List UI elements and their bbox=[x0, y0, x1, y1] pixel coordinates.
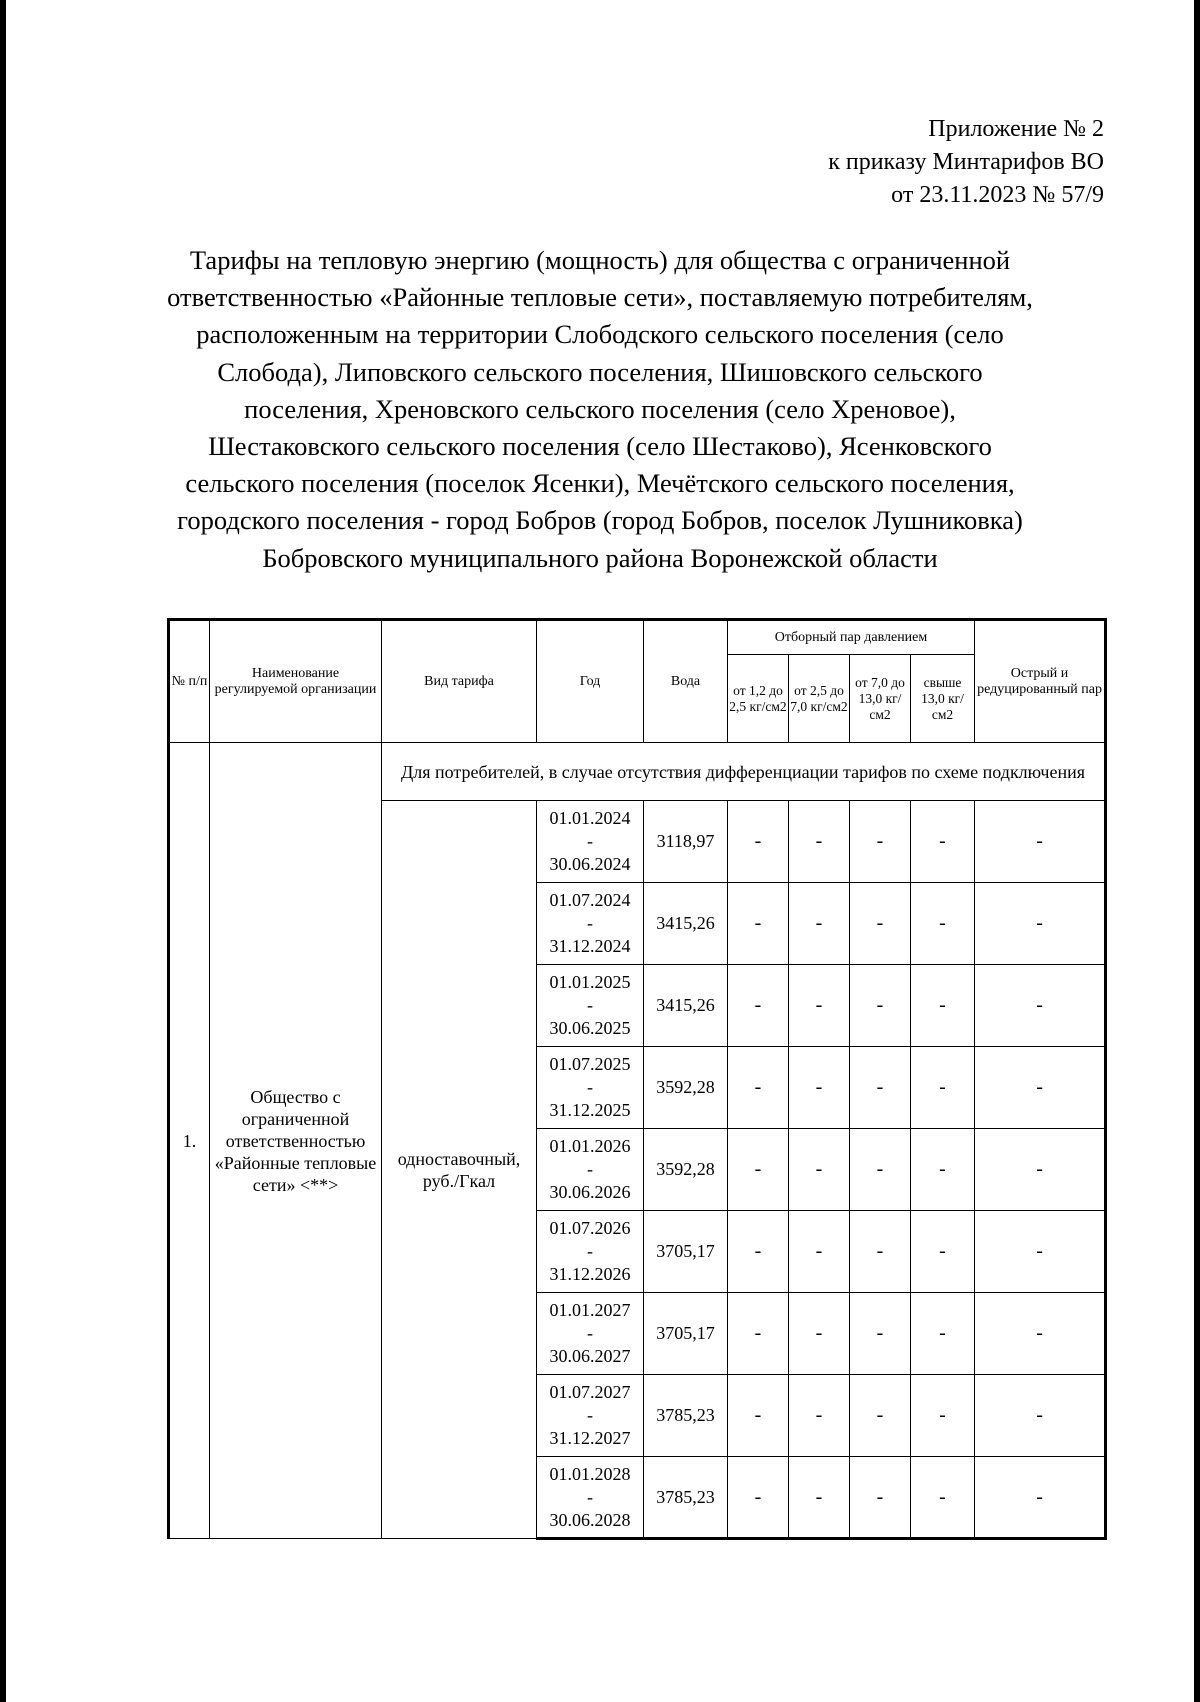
steam-tariff-p3: - bbox=[850, 1211, 911, 1293]
period-separator: - bbox=[587, 913, 593, 933]
water-tariff: 3592,28 bbox=[644, 1129, 728, 1211]
period-cell bbox=[537, 1293, 644, 1375]
title-line: Бобровского муниципального района Воронежской области bbox=[262, 542, 938, 573]
appendix-line-3: от 23.11.2023 № 57/9 bbox=[891, 182, 1104, 208]
header-pressure-3: от 7,0 до 13,0 кг/см2 bbox=[850, 655, 911, 743]
water-tariff: 3705,17 bbox=[644, 1211, 728, 1293]
water-tariff: 3785,23 bbox=[644, 1457, 728, 1539]
title-line: Слобода), Липовского сельского поселения, Шишовского сельского bbox=[217, 356, 983, 387]
water-tariff: 3415,26 bbox=[644, 965, 728, 1047]
organization-name: Общество с ограниченной ответственностью «Районные тепловые сети» <**> bbox=[210, 743, 382, 1539]
period-separator: - bbox=[587, 1241, 593, 1261]
period-to: 31.12.2026 bbox=[549, 1264, 631, 1284]
steam-tariff-p4: - bbox=[911, 1457, 975, 1539]
steam-tariff-p2: - bbox=[789, 801, 850, 883]
steam-tariff-p3: - bbox=[850, 883, 911, 965]
steam-tariff-p1: - bbox=[728, 1129, 789, 1211]
sharp-steam-tariff: - bbox=[975, 965, 1106, 1047]
row-number: 1. bbox=[169, 743, 210, 1539]
sharp-steam-tariff: - bbox=[975, 1457, 1106, 1539]
tariff-table bbox=[167, 618, 1107, 1540]
period-to: 30.06.2026 bbox=[549, 1182, 631, 1202]
steam-tariff-p1: - bbox=[728, 1293, 789, 1375]
period-cell bbox=[537, 1457, 644, 1539]
steam-tariff-p1: - bbox=[728, 1457, 789, 1539]
period-to: 31.12.2024 bbox=[549, 936, 631, 956]
tariff-type: одноставочный, руб./Гкал bbox=[382, 801, 537, 1539]
appendix-line-1: Приложение № 2 bbox=[928, 116, 1104, 142]
water-tariff: 3415,26 bbox=[644, 883, 728, 965]
steam-tariff-p3: - bbox=[850, 1457, 911, 1539]
period-cell bbox=[537, 1129, 644, 1211]
steam-tariff-p4: - bbox=[911, 1293, 975, 1375]
steam-tariff-p1: - bbox=[728, 1211, 789, 1293]
steam-tariff-p4: - bbox=[911, 1047, 975, 1129]
period-cell bbox=[537, 883, 644, 965]
period-cell bbox=[537, 1211, 644, 1293]
period-from: 01.07.2025 bbox=[549, 1054, 631, 1074]
header-sharp-steam: Острый и редуцированный пар bbox=[975, 620, 1106, 743]
steam-tariff-p4: - bbox=[911, 883, 975, 965]
period-cell bbox=[537, 965, 644, 1047]
period-from: 01.01.2028 bbox=[549, 1463, 631, 1484]
water-tariff: 3705,17 bbox=[644, 1293, 728, 1375]
period-to: 30.06.2025 bbox=[549, 1018, 631, 1038]
header-organization: Наименование регулируемой организации bbox=[210, 620, 382, 743]
water-tariff: 3118,97 bbox=[644, 801, 728, 883]
appendix-line-2: к приказу Минтарифов ВО bbox=[828, 149, 1104, 175]
header-num: № п/п bbox=[169, 620, 210, 743]
period-to: 31.12.2027 bbox=[549, 1428, 631, 1448]
steam-tariff-p2: - bbox=[789, 883, 850, 965]
steam-tariff-p2: - bbox=[789, 1293, 850, 1375]
steam-tariff-p4: - bbox=[911, 1211, 975, 1293]
title-line: расположенным на территории Слободского сельского поселения (село bbox=[196, 319, 1004, 350]
title-line: городского поселения - город Бобров (город Бобров, поселок Лушниковка) bbox=[177, 505, 1023, 536]
steam-tariff-p3: - bbox=[850, 965, 911, 1047]
period-from: 01.07.2024 bbox=[549, 890, 631, 910]
period-from: 01.01.2027 bbox=[549, 1300, 631, 1320]
period-separator: - bbox=[587, 1486, 593, 1507]
sharp-steam-tariff: - bbox=[975, 1047, 1106, 1129]
steam-tariff-p3: - bbox=[850, 1375, 911, 1457]
steam-tariff-p3: - bbox=[850, 1047, 911, 1129]
steam-tariff-p1: - bbox=[728, 801, 789, 883]
period-from: 01.07.2026 bbox=[549, 1218, 631, 1238]
sharp-steam-tariff: - bbox=[975, 1375, 1106, 1457]
steam-tariff-p1: - bbox=[728, 965, 789, 1047]
sharp-steam-tariff: - bbox=[975, 1211, 1106, 1293]
steam-tariff-p1: - bbox=[728, 1047, 789, 1129]
header-tariff-type: Вид тарифа bbox=[382, 620, 537, 743]
header-steam-group: Отборный пар давлением bbox=[728, 620, 975, 655]
header-pressure-4: свыше 13,0 кг/см2 bbox=[911, 655, 975, 743]
steam-tariff-p1: - bbox=[728, 1375, 789, 1457]
steam-tariff-p2: - bbox=[789, 1211, 850, 1293]
sharp-steam-tariff: - bbox=[975, 801, 1106, 883]
title-line: ответственностью «Районные тепловые сети», поставляемую потребителям, bbox=[167, 282, 1033, 313]
steam-tariff-p2: - bbox=[789, 1129, 850, 1211]
group-label: Для потребителей, в случае отсутствия дифференциации тарифов по схеме подключения bbox=[382, 743, 1106, 801]
steam-tariff-p2: - bbox=[789, 1375, 850, 1457]
title-line: Тарифы на тепловую энергию (мощность) для общества с ограниченной bbox=[189, 245, 1011, 275]
steam-tariff-p2: - bbox=[789, 1457, 850, 1539]
period-separator: - bbox=[587, 1077, 593, 1097]
period-cell bbox=[537, 1375, 644, 1457]
steam-tariff-p2: - bbox=[789, 965, 850, 1047]
steam-tariff-p3: - bbox=[850, 801, 911, 883]
sharp-steam-tariff: - bbox=[975, 883, 1106, 965]
water-tariff: 3785,23 bbox=[644, 1375, 728, 1457]
period-separator: - bbox=[587, 831, 593, 851]
appendix-header bbox=[828, 113, 1104, 212]
steam-tariff-p2: - bbox=[789, 1047, 850, 1129]
steam-tariff-p3: - bbox=[850, 1129, 911, 1211]
period-to: 30.06.2024 bbox=[549, 854, 631, 874]
period-from: 01.07.2027 bbox=[549, 1382, 631, 1402]
steam-tariff-p4: - bbox=[911, 1375, 975, 1457]
period-to: 30.06.2028 bbox=[549, 1509, 631, 1530]
header-water: Вода bbox=[644, 620, 728, 743]
document-title bbox=[140, 242, 1060, 577]
period-from: 01.01.2026 bbox=[549, 1136, 631, 1156]
period-separator: - bbox=[587, 1323, 593, 1343]
scan-edge-left bbox=[0, 0, 6, 1702]
header-pressure-2: от 2,5 до 7,0 кг/см2 bbox=[789, 655, 850, 743]
steam-tariff-p4: - bbox=[911, 1129, 975, 1211]
title-line: Шестаковского сельского поселения (село Шестаково), Ясенковского bbox=[208, 431, 992, 462]
steam-tariff-p4: - bbox=[911, 965, 975, 1047]
header-pressure-1: от 1,2 до 2,5 кг/см2 bbox=[728, 655, 789, 743]
period-cell bbox=[537, 801, 644, 883]
scan-edge-right bbox=[1194, 0, 1200, 1702]
period-to: 30.06.2027 bbox=[549, 1346, 631, 1366]
period-from: 01.01.2025 bbox=[549, 972, 631, 992]
title-line: поселения, Хреновского сельского поселения (село Хреновое), bbox=[244, 393, 956, 424]
sharp-steam-tariff: - bbox=[975, 1129, 1106, 1211]
header-year: Год bbox=[537, 620, 644, 743]
water-tariff: 3592,28 bbox=[644, 1047, 728, 1129]
steam-tariff-p3: - bbox=[850, 1293, 911, 1375]
period-separator: - bbox=[587, 1405, 593, 1425]
steam-tariff-p4: - bbox=[911, 801, 975, 883]
steam-tariff-p1: - bbox=[728, 883, 789, 965]
title-line: сельского поселения (поселок Ясенки), Мечётского сельского поселения, bbox=[185, 468, 1015, 499]
period-to: 31.12.2025 bbox=[549, 1100, 631, 1120]
period-separator: - bbox=[587, 995, 593, 1015]
sharp-steam-tariff: - bbox=[975, 1293, 1106, 1375]
period-from: 01.01.2024 bbox=[549, 808, 631, 828]
period-separator: - bbox=[587, 1159, 593, 1179]
period-cell bbox=[537, 1047, 644, 1129]
